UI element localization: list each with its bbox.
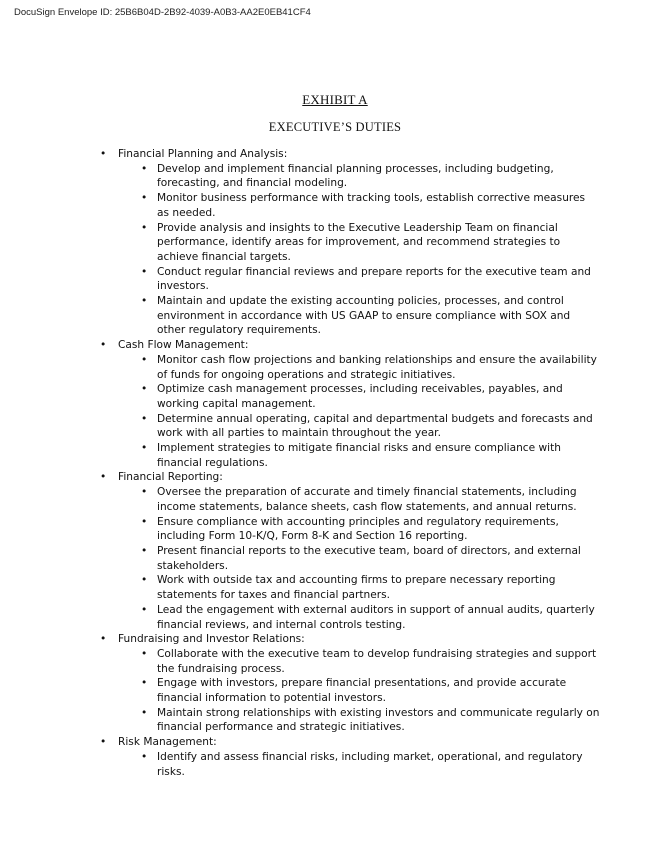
bullet-icon: • xyxy=(100,148,107,160)
list-item-text: Conduct regular financial reviews and prepare reports for the executive team and investors. xyxy=(157,265,591,293)
bullet-icon: • xyxy=(141,677,148,690)
page-subtitle: EXECUTIVE’S DUTIES xyxy=(268,120,402,134)
bullet-icon: • xyxy=(141,412,148,425)
bullet-icon: • xyxy=(141,750,148,763)
list-item xyxy=(100,706,600,735)
section-title: Risk Management: xyxy=(118,736,217,749)
list-item-text: Develop and implement financial planning processes, including budgeting, forecasting, and financial modeling. xyxy=(157,162,554,190)
list-item-text: Implement strategies to mitigate financial risks and ensure compliance with financial regulations. xyxy=(157,442,561,469)
list-item xyxy=(100,221,600,265)
list-item xyxy=(100,515,600,544)
list-item xyxy=(100,647,600,676)
list-item xyxy=(100,382,600,411)
bullet-icon: • xyxy=(141,647,148,660)
list-item xyxy=(100,441,600,470)
bullet-icon: • xyxy=(141,192,148,205)
bullet-icon: • xyxy=(141,486,148,499)
bullet-icon: • xyxy=(100,633,107,646)
bullet-icon: • xyxy=(100,471,107,484)
bullet-icon: • xyxy=(141,162,148,175)
list-item xyxy=(100,573,600,602)
bullet-icon: • xyxy=(141,383,148,396)
bullet-icon: • xyxy=(141,706,148,719)
list-item xyxy=(100,353,600,382)
envelope-id: DocuSign Envelope ID: 25B6B04D-2B92-4039-A0B3-AA2E0EB41CF4 xyxy=(14,7,311,18)
list-item-text: Optimize cash management processes, including receivables, payables, and working capital management. xyxy=(157,383,563,410)
list-item-text: Provide analysis and insights to the Executive Leadership Team on financial performance, identify areas for improvement, and recommend strategies to achieve financial targets. xyxy=(157,221,561,263)
list-item-text: Collaborate with the executive team to develop fundraising strategies and support the fundraising process. xyxy=(157,647,597,675)
list-item-text: Engage with investors, prepare financial presentations, and provide accurate financial information to potential investors. xyxy=(157,677,567,705)
list-item xyxy=(100,412,600,441)
bullet-icon: • xyxy=(100,736,107,749)
list-item xyxy=(100,544,600,573)
bullet-icon: • xyxy=(141,221,148,234)
list-item-text: Maintain and update the existing accounting policies, processes, and control environment in accordance with US GAAP to ensure compliance with SOX and other regulatory requirements. xyxy=(157,295,571,337)
list-item-text: Lead the engagement with external auditors in support of annual audits, quarterly financial reviews, and internal controls testing. xyxy=(157,603,595,631)
bullet-icon: • xyxy=(141,265,148,278)
section-title: Cash Flow Management: xyxy=(118,339,249,352)
bullet-icon: • xyxy=(100,339,107,352)
list-item xyxy=(100,603,600,632)
section-heading xyxy=(100,735,600,750)
list-item xyxy=(100,162,600,191)
section-title: Financial Planning and Analysis: xyxy=(118,148,288,160)
list-item xyxy=(100,265,600,294)
list-item xyxy=(100,750,600,779)
bullet-icon: • xyxy=(141,442,148,455)
list-item-text: Monitor cash flow projections and banking relationships and ensure the availability of funds for ongoing operations and strategic initiatives. xyxy=(157,353,597,381)
list-item xyxy=(100,294,600,338)
section-heading xyxy=(100,147,600,162)
list-item-text: Maintain strong relationships with existing investors and communicate regularly on financial performance and strategic initiatives. xyxy=(157,706,600,734)
bullet-icon: • xyxy=(141,574,148,587)
section-heading xyxy=(100,470,600,485)
list-item-text: Oversee the preparation of accurate and timely financial statements, including income statements, balance sheets, cash flow statements, and annual returns. xyxy=(157,486,577,513)
bullet-icon: • xyxy=(141,603,148,616)
list-item-text: Ensure compliance with accounting principles and regulatory requirements, including Form 10-K/Q, Form 8-K and Section 16 reporting. xyxy=(157,515,559,543)
bullet-icon: • xyxy=(141,295,148,308)
exhibit-title: EXHIBIT A xyxy=(302,92,368,107)
bullet-icon: • xyxy=(141,544,148,557)
section-title: Fundraising and Investor Relations: xyxy=(118,633,305,646)
bullet-icon: • xyxy=(141,353,148,366)
section-title: Financial Reporting: xyxy=(118,471,223,484)
list-item-text: Determine annual operating, capital and departmental budgets and forecasts and work with all parties to maintain throughout the year. xyxy=(157,412,593,440)
list-item-text: Present financial reports to the executive team, board of directors, and external stakeholders. xyxy=(157,544,581,572)
section-heading xyxy=(100,338,600,353)
list-item xyxy=(100,676,600,705)
list-item-text: Work with outside tax and accounting firms to prepare necessary reporting statements for taxes and financial partners. xyxy=(157,574,556,602)
list-item-text: Identify and assess financial risks, including market, operational, and regulatory risks. xyxy=(157,750,583,778)
bullet-icon: • xyxy=(141,515,148,528)
list-item-text: Monitor business performance with tracking tools, establish corrective measures as needed. xyxy=(157,192,586,219)
list-item xyxy=(100,191,600,220)
list-item xyxy=(100,485,600,514)
section-heading xyxy=(100,632,600,647)
duties-list xyxy=(100,147,600,779)
